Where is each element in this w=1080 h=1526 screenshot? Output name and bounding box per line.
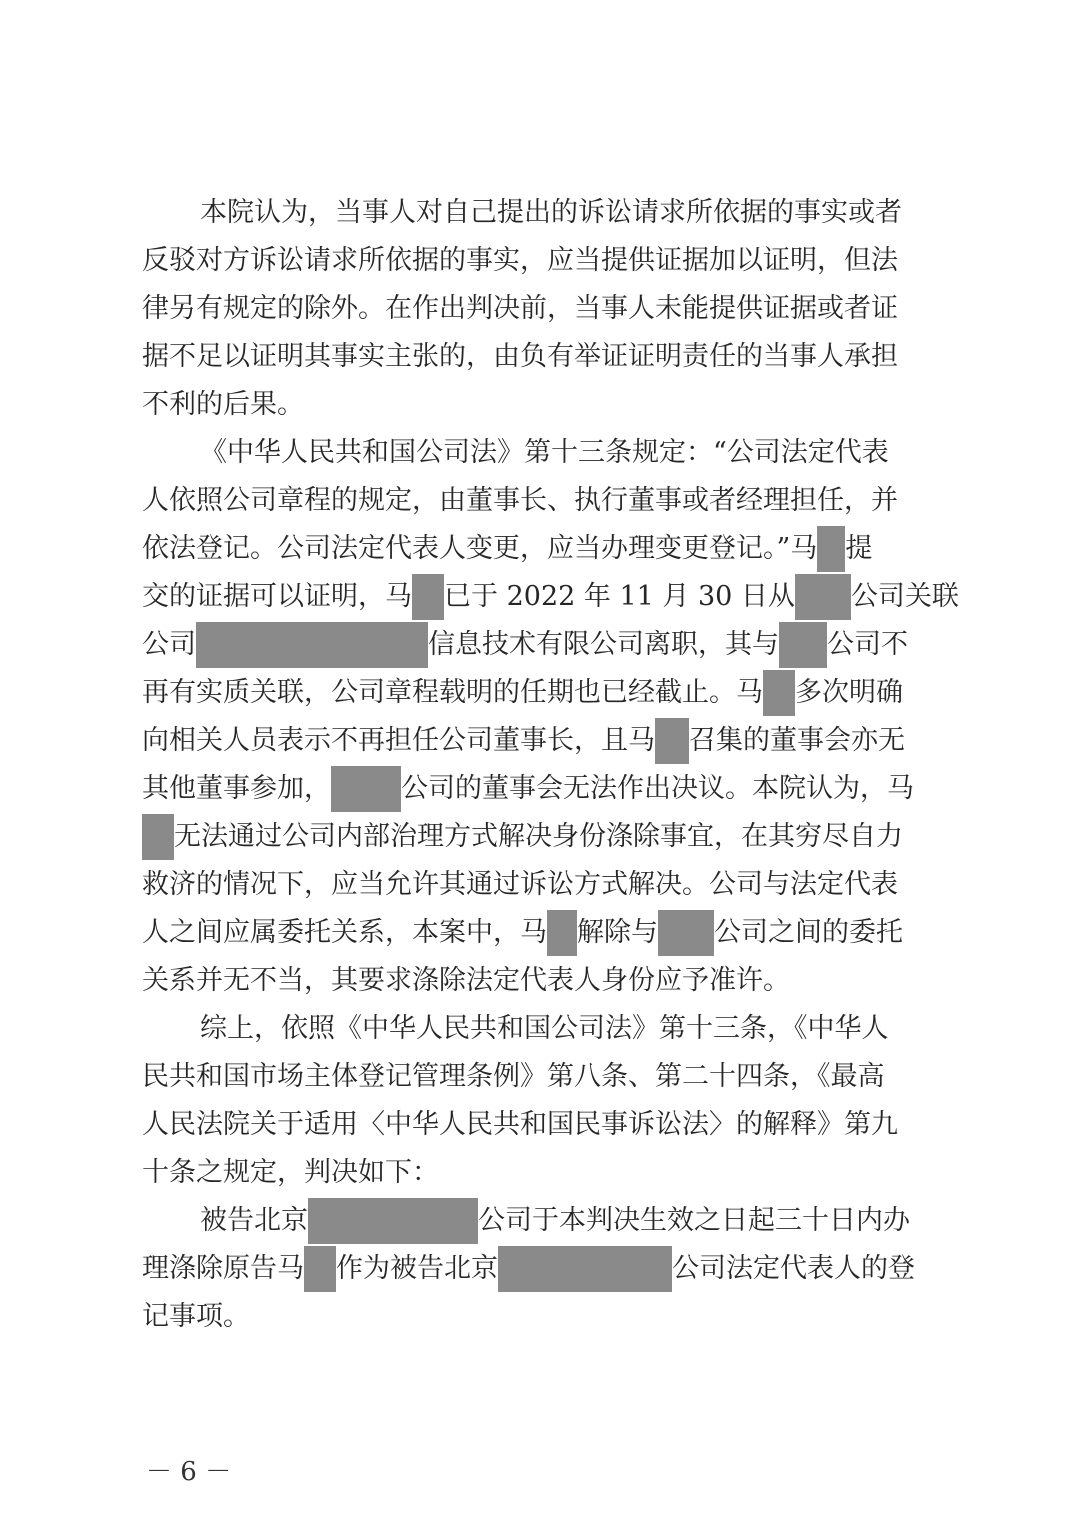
redaction-block [412,574,444,620]
text: 本院认为，当事人对自己提出的诉讼请求所依据的事实或者 [200,197,902,228]
text: 人民法院关于适用〈中华人民共和国民事诉讼法〉的解释》第九 [142,1109,898,1140]
text: 十条之规定，判决如下： [142,1157,439,1188]
text-line [142,718,905,764]
text-line [200,190,902,236]
text-line [142,1054,885,1100]
text-line [142,334,898,380]
text: 作为被告北京 [336,1253,498,1284]
text: 公司 [142,629,196,660]
text: 不利的后果。 [142,389,304,420]
text-line [200,430,889,476]
text-line [142,1102,898,1148]
text: 被告北京 [200,1205,308,1236]
text-line [142,574,959,620]
text: 《中华人民共和国公司法》第十三条规定：“公司法定代表 [200,437,889,468]
text-line [142,238,898,284]
text: 再有实质关联，公司章程载明的任期也已经截止。马 [142,677,763,708]
text: 公司法定代表人的登 [672,1253,915,1284]
redaction-block [196,622,428,668]
text-line [142,910,903,956]
text: 已于 2022 年 11 月 30 日从 [444,581,795,612]
text: 提 [845,533,873,564]
text: 公司关联 [850,581,959,612]
text-line [200,1198,910,1244]
text-line [142,670,903,716]
text-line [142,862,898,908]
text-line [142,814,903,860]
text: 关系并无不当，其要求涤除法定代表人身份应予准许。 [142,965,790,996]
text-line [142,478,898,524]
text: 向相关人员表示不再担任公司董事长，且马 [142,725,655,756]
text: 公司于本判决生效之日起三十日内办 [478,1205,910,1236]
text: 救济的情况下，应当允许其通过诉讼方式解决。公司与法定代表 [142,869,898,900]
redaction-block [331,766,401,812]
text: 律另有规定的除外。在作出判决前，当事人未能提供证据或者证 [142,293,898,324]
redaction-block [658,910,714,956]
redaction-block [308,1198,478,1244]
redaction-block [304,1246,336,1292]
redaction-block [817,526,845,572]
text-line [142,1150,439,1196]
text-line [142,958,790,1004]
text: 依法登记。公司法定代表人变更，应当办理变更登记。”马 [142,533,818,564]
text: 召集的董事会亦无 [689,725,905,756]
text: 综上，依照《中华人民共和国公司法》第十三条，《中华人 [200,1013,889,1044]
text: 人依照公司章程的规定，由董事长、执行董事或者经理担任，并 [142,485,898,516]
text: 解除与 [577,917,658,948]
text: 公司的董事会无法作出决议。本院认为，马 [401,773,914,804]
text-line [142,526,872,572]
redaction-block [655,718,689,764]
redaction-block [142,814,174,860]
text-line [142,1246,915,1292]
redaction-block [779,622,827,668]
text: 其他董事参加， [142,773,331,804]
text-line [200,1006,889,1052]
redaction-block [795,574,851,620]
text: 公司之间的委托 [714,917,903,948]
text: 多次明确 [795,677,903,708]
text: 据不足以证明其事实主张的，由负有举证证明责任的当事人承担 [142,341,898,372]
text: 无法通过公司内部治理方式解决身份涤除事宜，在其穷尽自力 [174,821,903,852]
text-line [142,382,304,428]
redaction-block [547,910,577,956]
text: 交的证据可以证明，马 [142,581,412,612]
text: 信息技术有限公司离职，其与 [428,629,779,660]
page-number: － 6 － [146,1457,232,1487]
text-line [142,1294,250,1340]
text: 民共和国市场主体登记管理条例》第八条、第二十四条，《最高 [142,1061,885,1092]
text: 反驳对方诉讼请求所依据的事实，应当提供证据加以证明，但法 [142,245,898,276]
redaction-block [763,670,795,716]
text: 理涤除原告马 [142,1253,304,1284]
text-line [142,286,898,332]
redaction-block [498,1246,672,1292]
text-line [142,622,908,668]
text: 公司不 [827,629,908,660]
text-line [142,766,914,812]
text: 人之间应属委托关系，本案中，马 [142,917,547,948]
text: 记事项。 [142,1301,250,1332]
